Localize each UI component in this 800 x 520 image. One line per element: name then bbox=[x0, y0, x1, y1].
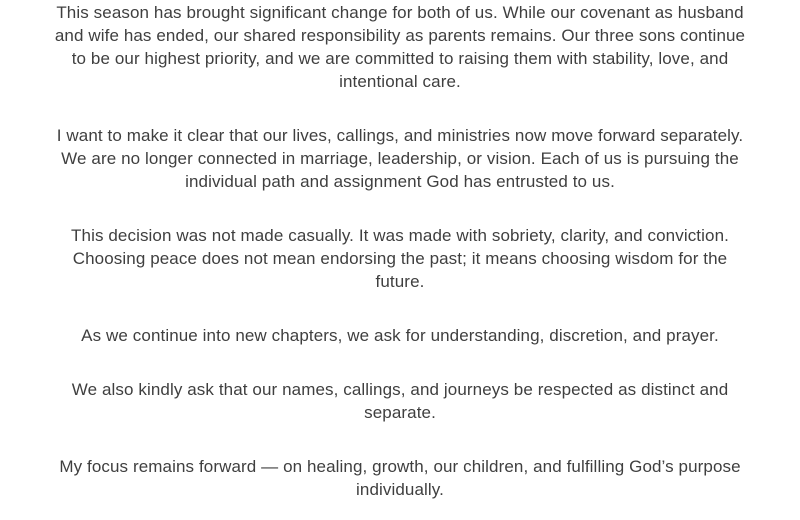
statement-paragraph-5: We also kindly ask that our names, callings, and journeys be respected as distinct and separate. bbox=[71, 380, 729, 422]
statement-paragraph-1: This season has brought significant change for both of us. While our covenant as husband and wife has ended, our shared responsibility as parents remains. Our three sons continue to be our highest priority, and we are committed to raising them with stability, love, and intentional care. bbox=[54, 3, 746, 91]
statement-paragraph-4: As we continue into new chapters, we ask for understanding, discretion, and prayer. bbox=[81, 326, 719, 345]
statement-paragraph-3: This decision was not made casually. It was made with sobriety, clarity, and conviction. Choosing peace does not mean endorsing the past; it means choosing wisdom for the future. bbox=[71, 226, 729, 291]
statement-paragraph-2: I want to make it clear that our lives, callings, and ministries now move forward separately. We are no longer connected in marriage, leadership, or vision. Each of us is pursuing the individual path and assignment God has entrusted to us. bbox=[56, 126, 744, 191]
statement-paragraph-6: My focus remains forward — on healing, growth, our children, and fulfilling God’s purpose individually. bbox=[59, 457, 741, 499]
